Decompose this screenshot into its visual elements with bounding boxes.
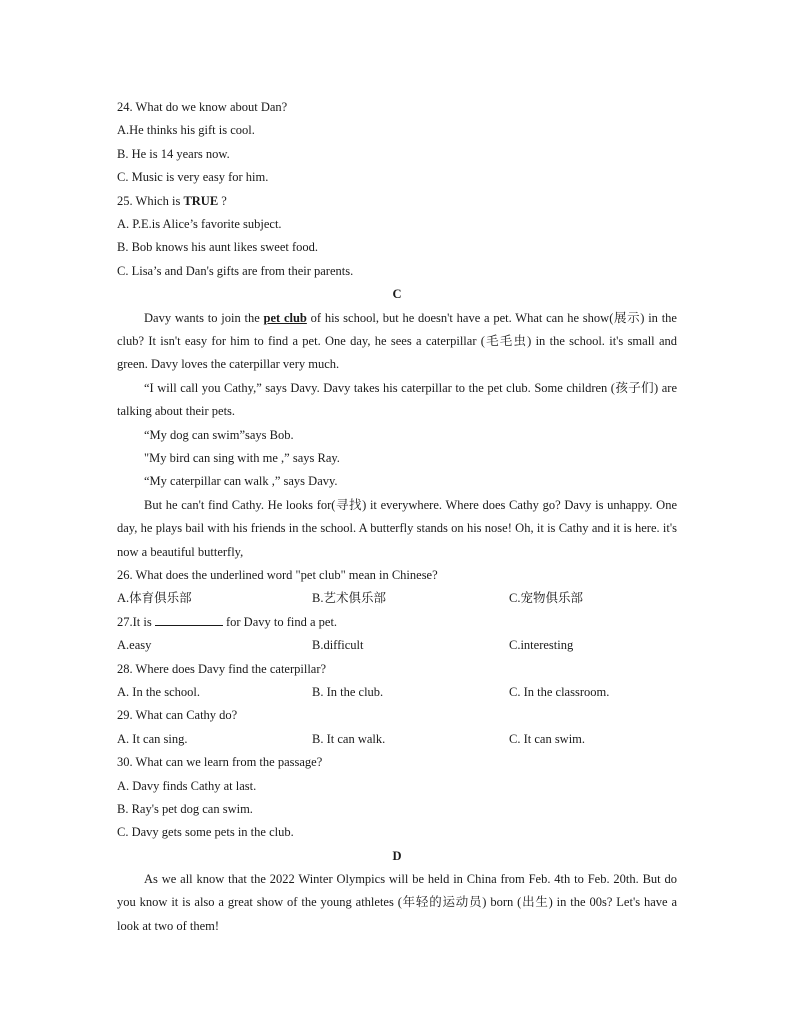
q26-option-c: C.宠物俱乐部: [509, 591, 583, 606]
q27-option-b: B.difficult: [312, 638, 364, 653]
section-c-paragraph-2: “I will call you Cathy,” says Davy. Davy takes his caterpillar to the pet club. Some children (孩子们) are talking about their pets.: [117, 380, 677, 419]
q26-option-a: A.体育俱乐部: [117, 591, 192, 606]
section-d-heading: D: [392, 848, 402, 863]
q26-options: [117, 587, 677, 610]
q25-option-b: B. Bob knows his aunt likes sweet food.: [117, 240, 319, 255]
q28-option-a: A. In the school.: [117, 684, 200, 699]
q29-options: [117, 728, 677, 751]
q25-option-a: A. P.E.is Alice’s favorite subject.: [117, 216, 282, 231]
q27-option-a: A.easy: [117, 638, 152, 653]
question-27: 27.It is for Davy to find a pet.: [117, 611, 677, 634]
q30-option-b: B. Ray's pet dog can swim.: [117, 801, 253, 816]
question-28: 28. Where does Davy find the caterpillar?: [117, 661, 327, 676]
q25-option-c: C. Lisa’s and Dan's gifts are from their parents.: [117, 263, 354, 278]
q28-option-c: C. In the classroom.: [509, 684, 610, 699]
section-c-paragraph-3: “My dog can swim”says Bob.: [144, 427, 294, 442]
question-29: 29. What can Cathy do?: [117, 708, 238, 723]
q24-option-c: C. Music is very easy for him.: [117, 170, 269, 185]
q24-option-a: A.He thinks his gift is cool.: [117, 123, 255, 138]
section-d-paragraph-1: As we all know that the 2022 Winter Olympics will be held in China from Feb. 4th to Feb. 20th. But do you know it is also a great show of the young athletes (年轻的运动员) born (出生) in the 00s? Let's have a look at two of them!: [117, 872, 677, 933]
question-24: 24. What do we know about Dan?: [117, 100, 288, 114]
q29-option-b: B. It can walk.: [312, 731, 386, 746]
q27-options: [117, 634, 677, 657]
underlined-pet-club: pet club: [263, 310, 307, 325]
q28-options: [117, 681, 677, 704]
q29-option-c: C. It can swim.: [509, 731, 586, 746]
section-c-heading: C: [392, 287, 402, 302]
section-c-paragraph-4: "My bird can sing with me ,” says Ray.: [144, 450, 340, 465]
question-30: 30. What can we learn from the passage?: [117, 755, 323, 770]
section-c-paragraph-6: But he can't find Cathy. He looks for(寻找) it everywhere. Where does Cathy go? Davy is unhappy. One day, he plays bail with his friends in the school. A butterfly stands on his nose! Oh, it is Cathy and it is here. it's now a beautiful butterfly,: [117, 497, 677, 559]
question-25: 25. Which is TRUE ?: [117, 193, 227, 208]
q29-option-a: A. It can sing.: [117, 731, 188, 746]
q28-option-b: B. In the club.: [312, 684, 384, 699]
section-c-paragraph-5: “My caterpillar can walk ,” says Davy.: [144, 474, 338, 489]
q27-option-c: C.interesting: [509, 638, 574, 653]
true-emphasis: TRUE: [183, 193, 219, 208]
question-26: 26. What does the underlined word "pet club" mean in Chinese?: [117, 567, 438, 582]
q26-option-b: B.艺术俱乐部: [312, 591, 386, 606]
q30-option-c: C. Davy gets some pets in the club.: [117, 825, 294, 840]
q24-option-b: B. He is 14 years now.: [117, 146, 230, 161]
answer-blank: [155, 612, 223, 626]
exam-page: [117, 96, 677, 938]
section-c-paragraph-1: Davy wants to join the pet club of his school, but he doesn't have a pet. What can he show(展示) in the club? It isn't easy for him to find a pet. One day, he sees a caterpillar (毛毛虫) in the school. it's small and green. Davy loves the caterpillar very much.: [117, 310, 677, 372]
q30-option-a: A. Davy finds Cathy at last.: [117, 778, 257, 793]
